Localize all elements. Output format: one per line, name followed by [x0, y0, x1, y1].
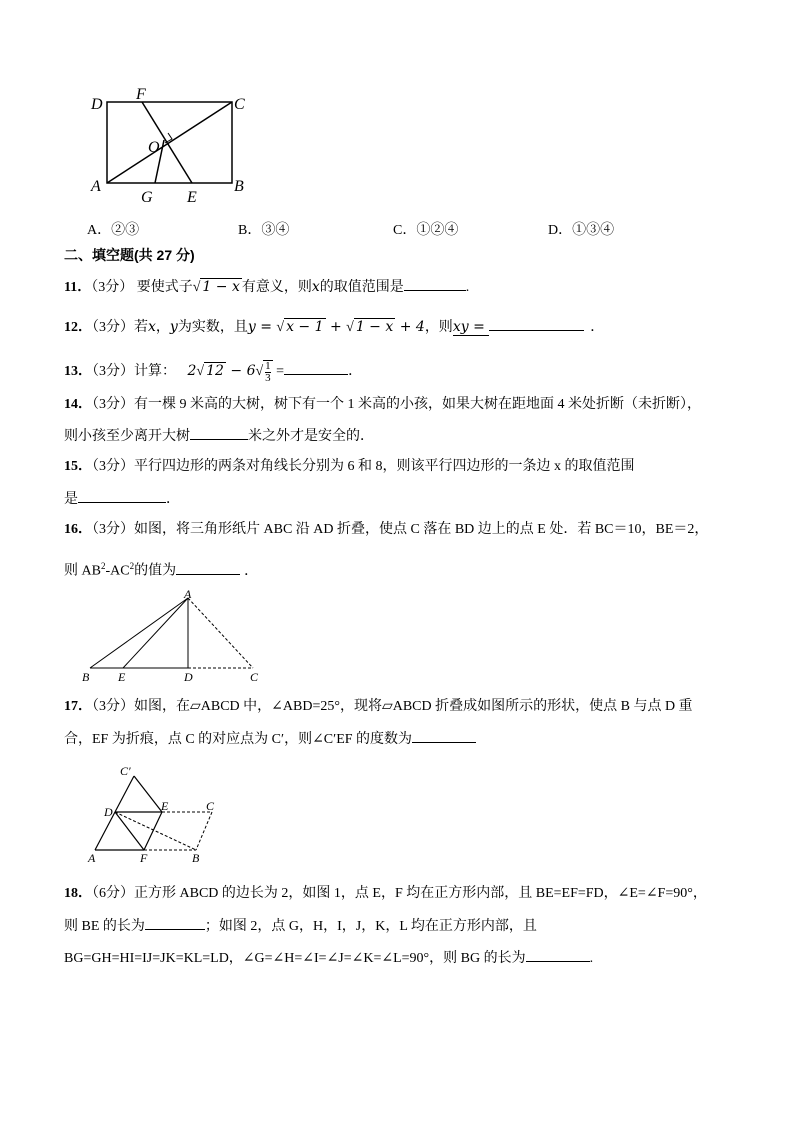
label-F: F: [140, 851, 148, 865]
label-E: E: [187, 189, 197, 206]
section-title: 二、填空题(共 27 分): [64, 247, 195, 263]
question-17-line2: 合，EF 为折痕，点 C 的对应点为 C′，则∠C′EF 的度数为: [64, 728, 476, 750]
label-C: C: [250, 670, 259, 684]
label-F: F: [136, 86, 146, 103]
answer-blank-16[interactable]: [176, 560, 240, 575]
label-A: A: [88, 851, 96, 865]
parallelogram-fold-figure: [82, 762, 222, 868]
label-B: B: [192, 851, 200, 865]
option-d[interactable]: D．①③④: [548, 223, 615, 238]
option-b[interactable]: B．③④: [238, 223, 290, 238]
label-D: D: [91, 96, 103, 113]
option-c[interactable]: C．①②④: [393, 223, 459, 238]
question-17-line1: 17．（3分）如图，在▱ABCD 中，∠ABD=25°，现将▱ABCD 折叠成如图所示的形状，使点 B 与点 D 重: [64, 699, 693, 714]
label-O: O: [148, 139, 160, 156]
answer-blank-14[interactable]: [190, 425, 248, 440]
question-11: 11．（3分） 要使式子√ 1 − x 有意义，则x的取值范围是 .: [64, 276, 469, 298]
question-18-line1: 18．（6分）正方形 ABCD 的边长为 2，如图 1，点 E，F 均在正方形内部，且 BE=EF=FD，∠E=∠F=90°，: [64, 886, 707, 901]
answer-blank-13[interactable]: [284, 360, 348, 375]
question-13: 13．（3分）计算： 2√ 12 − 6√ $\frac{1}{3}$ = ．: [64, 360, 363, 384]
label-D: D: [184, 670, 193, 684]
label-E: E: [118, 670, 126, 684]
question-18-line3: BG=GH=HI=IJ=JK=KL=LD，∠G=∠H=∠I=∠J=∠K=∠L=90°，则 BG 的长为 .: [64, 947, 593, 969]
label-A: A: [91, 178, 101, 195]
question-12: 12．（3分）若x，y为实数，且y = √ x − 1 + √ 1 − x + 4，则xy = ．: [64, 316, 604, 338]
label-E: E: [161, 799, 169, 813]
answer-blank-12[interactable]: [489, 316, 584, 331]
label-C: C: [234, 96, 245, 113]
question-16-line1: 16．（3分）如图，将三角形纸片 ABC 沿 AD 折叠，使点 C 落在 BD 边上的点 E 处．若 BC＝10，BE＝2，: [64, 522, 709, 537]
answer-blank-17[interactable]: [412, 728, 476, 743]
answer-blank-15[interactable]: [78, 488, 166, 503]
question-15-line2: 是 ．: [64, 488, 180, 510]
label-D: D: [104, 805, 113, 819]
question-16-line2: 则 $AB^2-AC^2$的值为 ．: [64, 561, 259, 579]
label-B: B: [234, 178, 244, 195]
label-C: C: [206, 799, 215, 813]
question-14-line2: 则小孩至少离开大树 米之外才是安全的．: [64, 425, 374, 447]
question-15-line1: 15．（3分）平行四边形的两条对角线长分别为 6 和 8，则该平行四边形的一条边 x 的取值范围: [64, 459, 635, 474]
triangle-fold-figure: [78, 588, 268, 684]
answer-blank-18b[interactable]: [526, 947, 590, 962]
rectangle-figure: [85, 85, 260, 210]
label-B: B: [82, 670, 90, 684]
answer-blank-18a[interactable]: [145, 915, 205, 930]
answer-blank-11[interactable]: [404, 276, 466, 291]
question-18-line2: 则 BE 的长为 ；如图 2，点 G，H，I，J，K，L 均在正方形内部，且: [64, 915, 537, 937]
option-a[interactable]: A．②③: [87, 223, 140, 238]
label-C-prime: C′: [120, 764, 131, 778]
question-14-line1: 14．（3分）有一棵 9 米高的大树，树下有一个 1 米高的小孩，如果大树在距地面 4 米处折断（未折断），: [64, 397, 701, 412]
label-G: G: [141, 189, 153, 206]
label-A: A: [184, 588, 192, 601]
